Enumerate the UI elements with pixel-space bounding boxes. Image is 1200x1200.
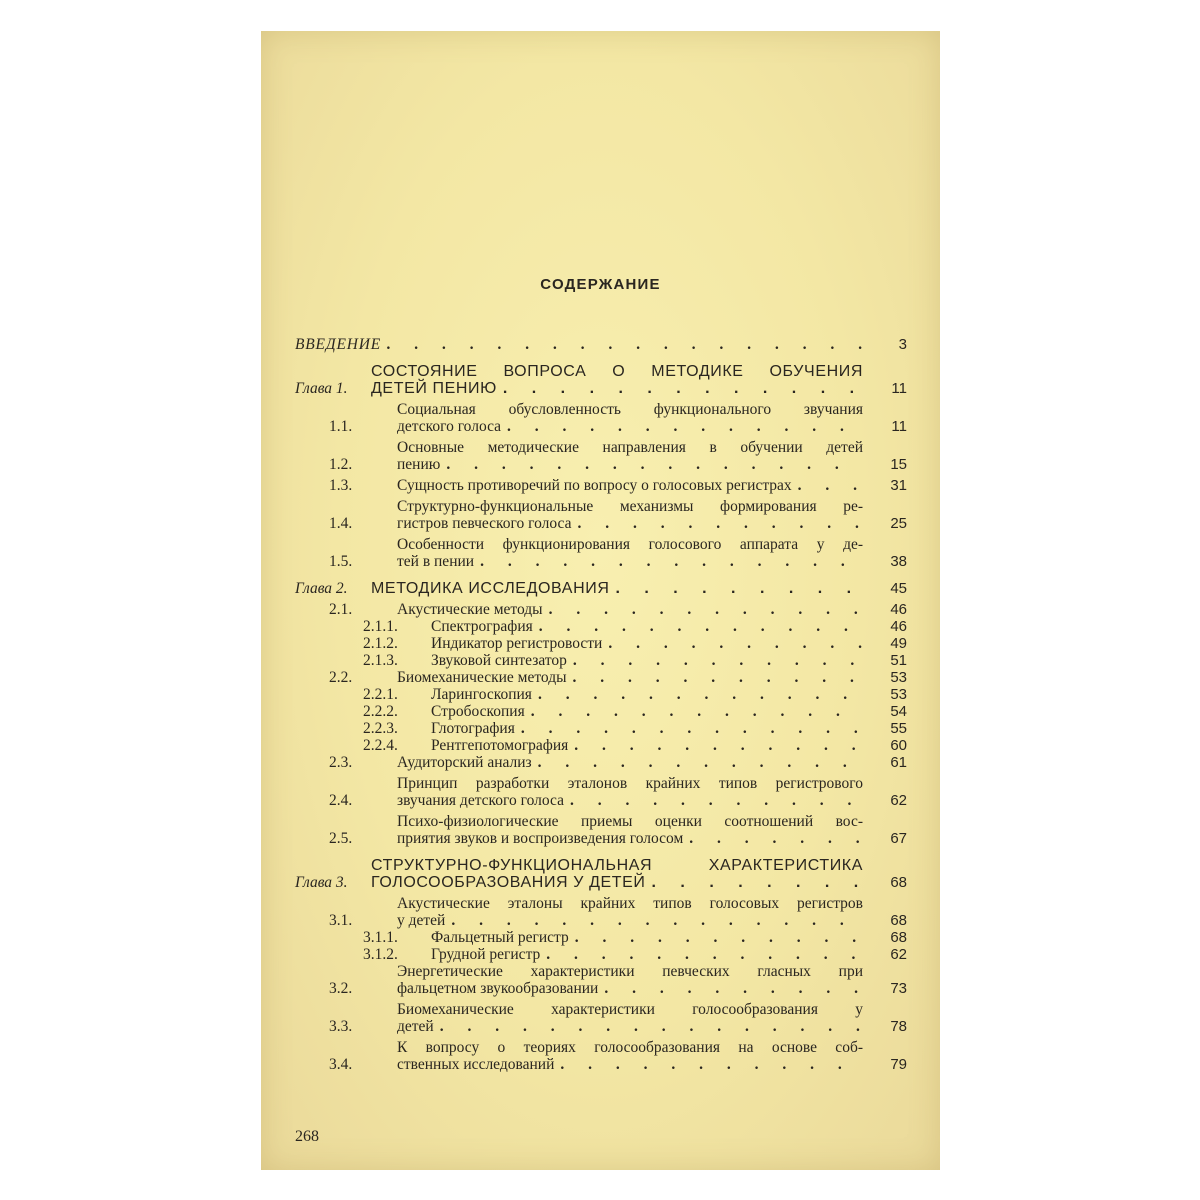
toc-entry-page: 73: [890, 980, 907, 997]
dot-leader: [549, 601, 863, 618]
toc-entry-number: 2.4.: [329, 792, 353, 809]
toc-entry-number: 2.1.: [329, 601, 353, 618]
toc-entry-number: 1.5.: [329, 553, 353, 570]
toc-entry-number: 3.1.2.: [363, 946, 398, 963]
toc-entry-title-line: гистров певческого голоса: [397, 515, 572, 532]
toc-entry-title-line: фальцетном звукообразовании: [397, 980, 599, 997]
toc-entry-title-line: Индикатор регистровости: [431, 635, 603, 652]
toc-entry-title-line: у детей: [397, 912, 446, 929]
toc-entry-title: [371, 580, 863, 597]
toc-entry: [295, 439, 907, 473]
toc-entry-title-line: Основные методические направления в обучении детей: [397, 439, 863, 456]
toc-entry: [295, 401, 907, 435]
toc-entry: [295, 929, 907, 946]
toc-entry-number: 2.5.: [329, 830, 353, 847]
dot-leader: [538, 754, 863, 771]
toc-entry: [295, 580, 907, 597]
toc-entry-title-line: Фальцетный регистр: [431, 929, 569, 946]
toc-entry-page: 61: [890, 754, 907, 771]
toc-entry: [295, 895, 907, 929]
toc-entry: [295, 720, 907, 737]
toc-entry-number: 2.2.1.: [363, 686, 398, 703]
dot-leader: [575, 929, 863, 946]
toc-entry-number: 1.4.: [329, 515, 353, 532]
toc-entry-title: [397, 439, 863, 473]
dot-leader: [451, 912, 863, 929]
dot-leader: [574, 737, 863, 754]
toc-entry-page: 60: [890, 737, 907, 754]
toc-entry: [295, 477, 907, 494]
toc-entry-title: [431, 946, 863, 963]
dot-leader: [507, 418, 863, 435]
toc-entry-title-line: К вопросу о теориях голосообразования на основе соб-: [397, 1039, 863, 1056]
toc-entry-number: 2.2.: [329, 669, 353, 686]
toc-entry-page: 54: [890, 703, 907, 720]
dot-leader: [503, 380, 863, 397]
toc-entry-title: [431, 929, 863, 946]
toc-entry-number: 1.2.: [329, 456, 353, 473]
toc-entry-page: 31: [890, 477, 907, 494]
toc-entry-page: 79: [890, 1056, 907, 1073]
toc-entry-title: [397, 754, 863, 771]
dot-leader: [521, 720, 863, 737]
toc-entry-title: [295, 336, 863, 353]
toc-entry-page: 11: [891, 418, 907, 435]
dot-leader: [798, 477, 863, 494]
toc-entry-title-line: Акустические методы: [397, 601, 543, 618]
toc-entry-page: 38: [890, 553, 907, 570]
toc-entry-page: 62: [890, 792, 907, 809]
toc-entry-number: 3.4.: [329, 1056, 353, 1073]
dot-leader: [531, 703, 863, 720]
toc-entry-title: [397, 775, 863, 809]
toc-entry: [295, 336, 907, 353]
toc-entry-title: [397, 963, 863, 997]
toc-entry-title: [397, 1001, 863, 1035]
dot-leader: [577, 515, 863, 532]
toc-entry-number: 3.1.1.: [363, 929, 398, 946]
toc-entry-title-line: тей в пении: [397, 553, 475, 570]
toc-entry-number: 1.3.: [329, 477, 353, 494]
toc-entry-number: 2.1.1.: [363, 618, 398, 635]
toc-entry: [295, 635, 907, 652]
toc-entry-title-line: Грудной регистр: [431, 946, 541, 963]
toc-entry-title-line: ВВЕДЕНИЕ: [295, 336, 381, 353]
toc-entry-title-line: Биомеханические методы: [397, 669, 567, 686]
toc-entry: [295, 686, 907, 703]
toc-entry-title-line: Сущность противоречий по вопросу о голосовых регистрах: [397, 477, 792, 494]
toc-entry-title-line: Ларингоскопия: [431, 686, 532, 703]
dot-leader: [652, 874, 863, 891]
toc-entry-title-line: пению: [397, 456, 441, 473]
toc-entry-title-line: детского голоса: [397, 418, 502, 435]
table-of-contents: [295, 336, 907, 1073]
dot-leader: [440, 1018, 863, 1035]
toc-entry-title: [397, 477, 863, 494]
toc-entry-title-line: СОСТОЯНИЕ ВОПРОСА О МЕТОДИКЕ ОБУЧЕНИЯ: [371, 363, 863, 380]
toc-entry: [295, 1039, 907, 1073]
toc-entry-title: [431, 737, 863, 754]
toc-entry-title-line: Принцип разработки эталонов крайних типов регистрового: [397, 775, 863, 792]
toc-entry-title-line: Структурно-функциональные механизмы формирования ре-: [397, 498, 863, 515]
toc-entry-title-line: приятия звуков и воспроизведения голосом: [397, 830, 684, 847]
toc-entry-page: 68: [890, 874, 907, 891]
toc-entry-number: 3.1.: [329, 912, 353, 929]
toc-entry-title-line: Особенности функционирования голосового аппарата у де-: [397, 536, 863, 553]
toc-entry-title: [397, 536, 863, 570]
toc-entry-page: 51: [890, 652, 907, 669]
toc-entry-title: [397, 1039, 863, 1073]
toc-entry-page: 53: [890, 669, 907, 686]
toc-entry: [295, 601, 907, 618]
toc-entry-title: [431, 652, 863, 669]
toc-entry-page: 46: [890, 618, 907, 635]
toc-entry-number: 1.1.: [329, 418, 353, 435]
toc-entry-title: [397, 669, 863, 686]
toc-entry-number: 2.1.3.: [363, 652, 398, 669]
toc-entry: [295, 536, 907, 570]
toc-entry-title-line: Психо-физиологические приемы оценки соотношений вос-: [397, 813, 863, 830]
toc-entry-page: 3: [898, 336, 907, 353]
toc-entry-title-line: Звуковой синтезатор: [431, 652, 567, 669]
book-page: [261, 31, 940, 1170]
toc-entry: [295, 618, 907, 635]
dot-leader: [539, 618, 863, 635]
toc-entry-title: [431, 703, 863, 720]
toc-entry: [295, 775, 907, 809]
toc-entry-page: 68: [890, 912, 907, 929]
toc-entry-number: Глава 2.: [295, 580, 348, 597]
toc-entry: [295, 363, 907, 397]
toc-entry-title-line: Спектрография: [431, 618, 533, 635]
toc-entry-title-line: ГОЛОСООБРАЗОВАНИЯ У ДЕТЕЙ: [371, 874, 646, 891]
toc-entry-title-line: СТРУКТУРНО-ФУНКЦИОНАЛЬНАЯ ХАРАКТЕРИСТИКА: [371, 857, 863, 874]
toc-entry-number: 2.2.2.: [363, 703, 398, 720]
toc-entry-title-line: Социальная обусловленность функционального звучания: [397, 401, 863, 418]
toc-entry-title: [431, 720, 863, 737]
dot-leader: [573, 669, 863, 686]
toc-entry-title-line: Стробоскопия: [431, 703, 525, 720]
toc-entry-title-line: ственных исследований: [397, 1056, 555, 1073]
dot-leader: [615, 580, 863, 597]
toc-entry: [295, 737, 907, 754]
toc-entry-page: 46: [890, 601, 907, 618]
toc-entry: [295, 669, 907, 686]
dot-leader: [538, 686, 863, 703]
toc-entry-number: 2.3.: [329, 754, 353, 771]
toc-entry-title: [397, 895, 863, 929]
toc-entry-page: 67: [890, 830, 907, 847]
toc-entry-page: 25: [890, 515, 907, 532]
dot-leader: [689, 830, 863, 847]
dot-leader: [560, 1056, 863, 1073]
toc-entry-page: 68: [890, 929, 907, 946]
toc-entry-page: 11: [891, 380, 907, 397]
toc-entry-title-line: звучания детского голоса: [397, 792, 564, 809]
toc-entry: [295, 652, 907, 669]
toc-entry-title: [397, 401, 863, 435]
toc-entry-title: [397, 498, 863, 532]
toc-entry-title-line: Биомеханические характеристики голосообразования у: [397, 1001, 863, 1018]
toc-entry-title-line: ДЕТЕЙ ПЕНИЮ: [371, 380, 497, 397]
dot-leader: [570, 792, 863, 809]
toc-entry: [295, 703, 907, 720]
page-title: СОДЕРЖАНИЕ: [540, 276, 661, 293]
toc-entry-page: 62: [890, 946, 907, 963]
toc-entry-page: 78: [890, 1018, 907, 1035]
dot-leader: [387, 336, 863, 353]
dot-leader: [480, 553, 863, 570]
toc-entry-number: 3.2.: [329, 980, 353, 997]
page-number: 268: [295, 1128, 319, 1145]
toc-entry-title-line: Энергетические характеристики певческих гласных при: [397, 963, 863, 980]
toc-entry: [295, 1001, 907, 1035]
toc-entry-title: [431, 618, 863, 635]
dot-leader: [608, 635, 863, 652]
dot-leader: [604, 980, 863, 997]
toc-entry-title: [397, 601, 863, 618]
dot-leader: [573, 652, 863, 669]
dot-leader: [446, 456, 863, 473]
toc-entry-number: 2.2.4.: [363, 737, 398, 754]
toc-entry: [295, 813, 907, 847]
toc-entry-title: [371, 363, 863, 397]
toc-entry-page: 45: [890, 580, 907, 597]
toc-entry: [295, 498, 907, 532]
toc-entry-page: 15: [890, 456, 907, 473]
toc-entry-title: [371, 857, 863, 891]
toc-entry-number: 2.1.2.: [363, 635, 398, 652]
toc-entry-page: 53: [890, 686, 907, 703]
toc-entry-title-line: Рентгепотомография: [431, 737, 569, 754]
toc-entry-title-line: Аудиторский анализ: [397, 754, 532, 771]
toc-entry-title-line: детей: [397, 1018, 434, 1035]
toc-entry-page: 49: [890, 635, 907, 652]
toc-entry-title: [397, 813, 863, 847]
toc-entry: [295, 946, 907, 963]
toc-entry-number: Глава 3.: [295, 874, 348, 891]
toc-entry: [295, 754, 907, 771]
toc-entry: [295, 963, 907, 997]
toc-entry-title-line: МЕТОДИКА ИССЛЕДОВАНИЯ: [371, 580, 610, 597]
dot-leader: [546, 946, 863, 963]
toc-entry-number: 3.3.: [329, 1018, 353, 1035]
toc-entry-title-line: Глотография: [431, 720, 515, 737]
toc-entry-title-line: Акустические эталоны крайних типов голосовых регистров: [397, 895, 863, 912]
toc-entry-number: Глава 1.: [295, 380, 348, 397]
toc-entry-page: 55: [890, 720, 907, 737]
toc-entry: [295, 857, 907, 891]
toc-entry-number: 2.2.3.: [363, 720, 398, 737]
toc-entry-title: [431, 635, 863, 652]
toc-entry-title: [431, 686, 863, 703]
